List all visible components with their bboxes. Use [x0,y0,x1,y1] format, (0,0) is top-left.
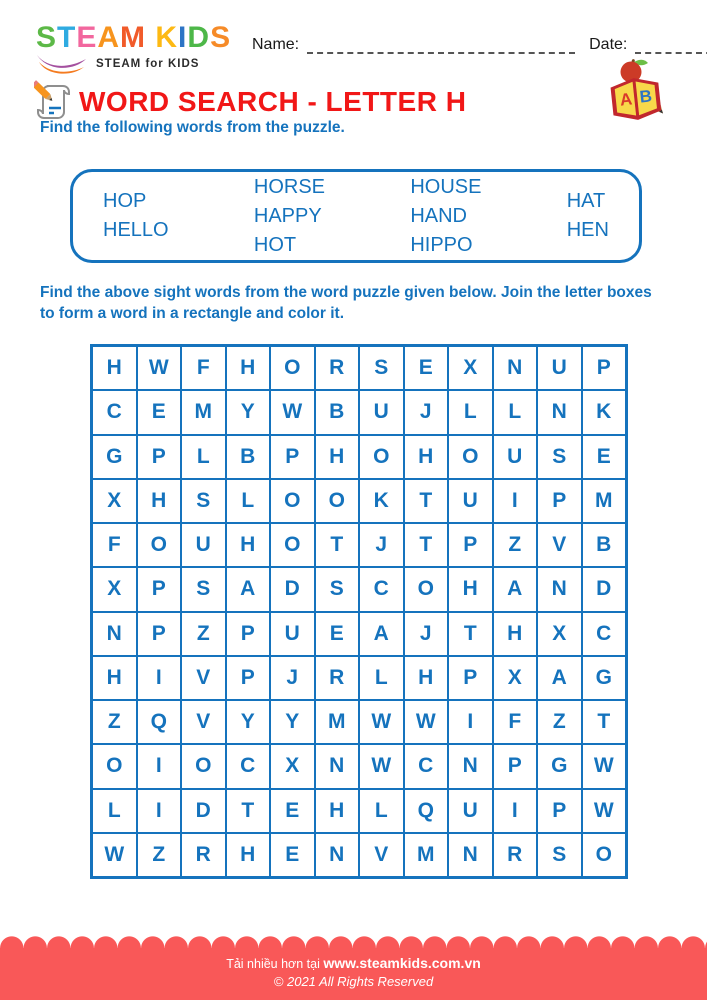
name-input-line[interactable] [307,37,575,54]
grid-cell[interactable]: B [315,390,360,434]
word-item: HELLO [103,219,169,241]
grid-cell[interactable]: H [226,523,271,567]
grid-cell[interactable]: M [582,479,627,523]
grid-cell[interactable]: M [315,700,360,744]
grid-cell[interactable]: U [448,789,493,833]
grid-cell[interactable]: Z [137,833,182,877]
name-date-row [252,36,707,54]
logo-tagline: STEAM for KIDS [96,58,200,70]
grid-cell[interactable]: Z [181,612,226,656]
grid-cell[interactable]: P [270,435,315,479]
grid-cell[interactable]: F [493,700,538,744]
logo-letter: E [76,21,98,54]
grid-cell[interactable]: E [137,390,182,434]
logo-letter: M [120,21,147,54]
grid-cell[interactable]: O [582,833,627,877]
word-item: HORSE [253,175,326,198]
page-title: WORD SEARCH - LETTER H [79,86,467,117]
grid-cell[interactable]: U [448,479,493,523]
grid-cell[interactable]: B [582,523,627,567]
grid-cell[interactable]: J [270,656,315,700]
grid-cell[interactable]: O [448,435,493,479]
grid-cell[interactable]: X [448,346,493,390]
grid-cell[interactable]: E [315,612,360,656]
name-label: Name: [252,36,300,53]
grid-cell[interactable]: T [315,523,360,567]
grid-cell[interactable]: P [448,523,493,567]
grid-cell[interactable]: Q [404,789,449,833]
grid-cell[interactable]: K [359,479,404,523]
grid-cell[interactable]: H [315,435,360,479]
grid-cell[interactable]: A [359,612,404,656]
abc-book-icon [608,56,664,127]
grid-cell[interactable]: P [537,479,582,523]
word-item: HAPPY [253,204,322,227]
grid-cell[interactable]: P [226,612,271,656]
word-item: HOUSE [410,175,482,198]
logo-letter: A [97,21,121,54]
logo-letter: D [187,21,211,54]
grid-cell[interactable]: P [137,567,182,611]
grid-cell[interactable]: O [404,567,449,611]
grid-cell[interactable]: H [448,567,493,611]
grid-cell[interactable]: I [137,656,182,700]
grid-cell[interactable]: U [537,346,582,390]
steam-kids-logo [36,22,231,74]
grid-cell[interactable]: P [493,744,538,788]
grid-cell[interactable]: A [226,567,271,611]
word-column [103,187,169,245]
grid-cell[interactable]: Y [270,700,315,744]
grid-cell[interactable]: C [92,390,137,434]
grid-cell[interactable]: H [92,656,137,700]
word-list-box [70,169,642,263]
grid-cell[interactable]: O [270,523,315,567]
grid-cell[interactable]: U [493,435,538,479]
grid-cell[interactable]: N [315,833,360,877]
grid-cell[interactable]: G [92,435,137,479]
grid-cell[interactable]: X [92,479,137,523]
grid-cell[interactable]: H [92,346,137,390]
grid-cell[interactable]: O [92,744,137,788]
grid-cell[interactable]: S [181,479,226,523]
word-column [567,187,609,245]
grid-cell[interactable]: V [359,833,404,877]
word-search-grid [90,344,628,879]
grid-cell[interactable]: E [404,346,449,390]
grid-cell[interactable]: L [359,656,404,700]
grid-cell[interactable]: U [270,612,315,656]
grid-cell[interactable]: O [137,523,182,567]
grid-cell[interactable]: H [226,346,271,390]
grid-cell[interactable]: W [270,390,315,434]
grid-cell[interactable]: O [270,479,315,523]
grid-cell[interactable]: S [315,567,360,611]
subtitle: Find the following words from the puzzle. [40,119,345,136]
grid-cell[interactable]: X [493,656,538,700]
grid-cell[interactable]: P [537,789,582,833]
grid-cell[interactable]: I [448,700,493,744]
grid-cell[interactable]: W [582,789,627,833]
footer-copyright: © 2021 All Rights Reserved [273,974,434,989]
grid-cell[interactable]: H [404,656,449,700]
grid-cell[interactable]: I [493,479,538,523]
grid-cell[interactable]: I [137,744,182,788]
grid-cell[interactable]: S [359,346,404,390]
grid-cell[interactable]: E [582,435,627,479]
grid-cell[interactable]: W [582,744,627,788]
logo-wordmark [36,22,231,54]
grid-cell[interactable]: W [359,700,404,744]
word-column [254,173,325,260]
grid-cell[interactable]: I [137,789,182,833]
grid-cell[interactable]: C [404,744,449,788]
grid-cell[interactable]: L [226,479,271,523]
footer-url[interactable]: www.steamkids.com.vn [323,955,481,971]
grid-cell[interactable]: X [270,744,315,788]
grid-cell[interactable]: Y [226,390,271,434]
grid-cell[interactable]: V [181,656,226,700]
grid-cell[interactable]: U [359,390,404,434]
grid-cell[interactable]: H [404,435,449,479]
grid-cell[interactable]: N [448,744,493,788]
grid-cell[interactable]: X [92,567,137,611]
word-item: HAND [410,204,467,227]
grid-cell[interactable]: S [537,833,582,877]
date-label: Date: [589,36,628,53]
grid-cell[interactable]: D [181,789,226,833]
logo-letter: K [155,21,179,54]
grid-cell[interactable]: L [92,789,137,833]
grid-cell[interactable]: O [181,744,226,788]
grid-cell[interactable]: G [582,656,627,700]
grid-cell[interactable]: V [537,523,582,567]
grid-cell[interactable]: X [537,612,582,656]
word-item: HOT [253,233,297,256]
logo-letter: S [210,21,232,54]
grid-cell[interactable]: C [226,744,271,788]
grid-cell[interactable]: T [448,612,493,656]
grid-cell[interactable]: E [270,833,315,877]
grid-cell[interactable]: N [315,744,360,788]
pencil-scroll-icon [34,80,74,124]
grid-cell[interactable]: D [582,567,627,611]
grid-cell[interactable]: P [137,612,182,656]
grid-cell[interactable]: N [537,567,582,611]
word-item: HAT [566,190,606,212]
grid-cell[interactable]: R [315,346,360,390]
grid-cell[interactable]: Z [537,700,582,744]
grid-cell[interactable]: T [582,700,627,744]
grid-cell[interactable]: Z [92,700,137,744]
footer [0,935,707,1000]
grid-cell[interactable]: N [493,346,538,390]
grid-cell[interactable]: H [493,612,538,656]
grid-cell[interactable]: P [137,435,182,479]
grid-cell[interactable]: R [493,833,538,877]
grid-cell[interactable]: W [137,346,182,390]
logo-letter: I [178,21,188,54]
grid-cell[interactable]: T [226,789,271,833]
grid-cell[interactable]: N [92,612,137,656]
grid-cell[interactable]: M [404,833,449,877]
word-item: HOP [103,190,147,212]
grid-cell[interactable]: F [92,523,137,567]
grid-cell[interactable]: Y [226,700,271,744]
grid-cell[interactable]: J [359,523,404,567]
svg-text:A: A [618,89,634,110]
grid-cell[interactable]: B [226,435,271,479]
footer-scallop-edge [0,935,707,948]
grid-cell[interactable]: S [537,435,582,479]
grid-cell[interactable]: J [404,612,449,656]
date-input-line[interactable] [635,37,707,54]
grid-cell[interactable]: W [359,744,404,788]
grid-cell[interactable]: R [315,656,360,700]
grid-cell[interactable]: H [226,833,271,877]
grid-cell[interactable]: O [315,479,360,523]
svg-text:B: B [638,86,653,107]
grid-cell[interactable]: P [448,656,493,700]
grid-cell[interactable]: G [537,744,582,788]
word-item: HIPPO [410,233,473,256]
grid-cell[interactable]: W [92,833,137,877]
grid-cell[interactable]: P [226,656,271,700]
grid-cell[interactable]: W [404,700,449,744]
logo-letter: S [36,21,58,54]
footer-text: Tải nhiều hơn tại [226,957,324,971]
word-column [410,173,481,260]
grid-cell[interactable]: T [404,523,449,567]
grid-cell[interactable]: C [582,612,627,656]
grid-cell[interactable]: R [181,833,226,877]
grid-cell[interactable]: I [493,789,538,833]
grid-cell[interactable]: O [359,435,404,479]
grid-cell[interactable]: L [448,390,493,434]
grid-cell[interactable]: N [537,390,582,434]
grid-cell[interactable]: J [404,390,449,434]
logo-swoosh-icon [36,54,88,74]
grid-cell[interactable]: N [448,833,493,877]
grid-cell[interactable]: H [315,789,360,833]
grid-cell[interactable]: A [493,567,538,611]
grid-cell[interactable]: Q [137,700,182,744]
grid-cell[interactable]: U [181,523,226,567]
grid-cell[interactable]: V [181,700,226,744]
logo-letter [146,21,155,54]
grid-cell[interactable]: M [181,390,226,434]
grid-cell[interactable]: A [537,656,582,700]
grid-cell[interactable]: H [137,479,182,523]
grid-cell[interactable]: D [270,567,315,611]
footer-download-line [0,955,707,971]
grid-cell[interactable]: Z [493,523,538,567]
word-item: HEN [566,219,609,241]
logo-letter: T [57,21,77,54]
grid-cell[interactable]: L [181,435,226,479]
grid-cell[interactable]: O [270,346,315,390]
grid-cell[interactable]: L [493,390,538,434]
grid-cell[interactable]: C [359,567,404,611]
grid-cell[interactable]: S [181,567,226,611]
grid-cell[interactable]: F [181,346,226,390]
grid-cell[interactable]: K [582,390,627,434]
grid-cell[interactable]: P [582,346,627,390]
instructions: Find the above sight words from the word puzzle given below. Join the letter boxes to form a word in a rectangle and color it. [40,284,652,322]
grid-cell[interactable]: T [404,479,449,523]
grid-cell[interactable]: E [270,789,315,833]
grid-cell[interactable]: L [359,789,404,833]
